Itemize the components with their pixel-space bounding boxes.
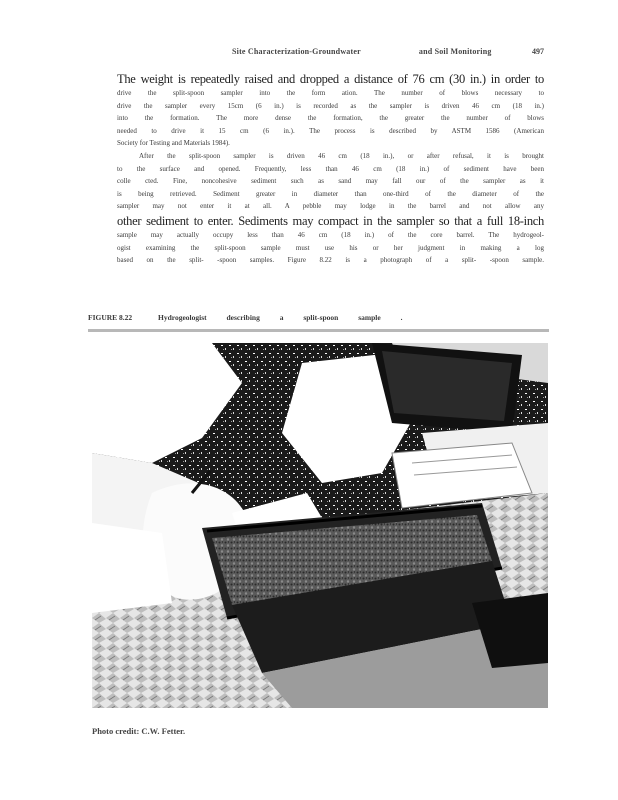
body-line: is being retrieved. Sediment greater in diameter than one-third of the diameter of the bbox=[117, 189, 544, 198]
body-line: After the split-spoon sampler is driven 46 cm (18 in.), or after refusal, it is brought bbox=[139, 151, 544, 160]
body-line: colle cted. Fine, noncohesive sediment such as sand may fall our of the sampler as it bbox=[117, 177, 544, 186]
body-line: into the formation. The more dense the formation, the greater the number of blows bbox=[117, 114, 544, 123]
running-header-title bbox=[232, 47, 492, 56]
body-line: Society for Testing and Materials 1984). bbox=[117, 139, 230, 148]
photo-illustration bbox=[92, 343, 548, 708]
photo-credit: Photo credit: C.W. Fetter. bbox=[92, 726, 186, 736]
body-line: The weight is repeatedly raised and dropped a distance of 76 cm (30 in.) in order to bbox=[117, 72, 544, 86]
figure-caption-text: Hydrogeologist describing a split-spoon sample . bbox=[158, 313, 403, 322]
body-line: sampler may not enter it at all. A pebble may lodge in the barrel and not allow any bbox=[117, 202, 544, 211]
running-header bbox=[0, 47, 618, 61]
figure-photo bbox=[92, 343, 548, 708]
body-line: to the surface and opened. Frequently, less than 46 cm (18 in.) of sediment have been bbox=[117, 164, 544, 173]
body-line: ogist examining the split-spoon sample must use his or her judgment in making a log bbox=[117, 243, 544, 252]
body-text bbox=[117, 71, 544, 267]
body-line: drive the sampler every 15cm (6 in.) is recorded as the sampler is driven 46 cm (18 in.) bbox=[117, 101, 544, 110]
page-number: 497 bbox=[532, 47, 544, 56]
body-line: sample may actually occupy less than 46 cm (18 in.) of the core barrel. The hydrogeol- bbox=[117, 230, 544, 239]
body-line: based on the split- -spoon samples. Figure 8.22 is a photograph of a split- -spoon sample. bbox=[117, 256, 544, 265]
body-line: other sediment to enter. Sediments may compact in the sampler so that a full 18-inch bbox=[117, 213, 544, 228]
running-header-title-left: Site Characterization-Groundwater bbox=[232, 47, 361, 56]
figure-number: FIGURE 8.22 bbox=[88, 313, 133, 322]
body-line: needed to drive it 15 cm (6 in.). The process is described by ASTM 1586 (American bbox=[117, 126, 544, 135]
running-header-title-right: and Soil Monitoring bbox=[418, 47, 492, 56]
caption-rule bbox=[88, 329, 549, 332]
body-line: drive the split-spoon sampler into the form ation. The number of blows necessary to bbox=[117, 89, 544, 97]
